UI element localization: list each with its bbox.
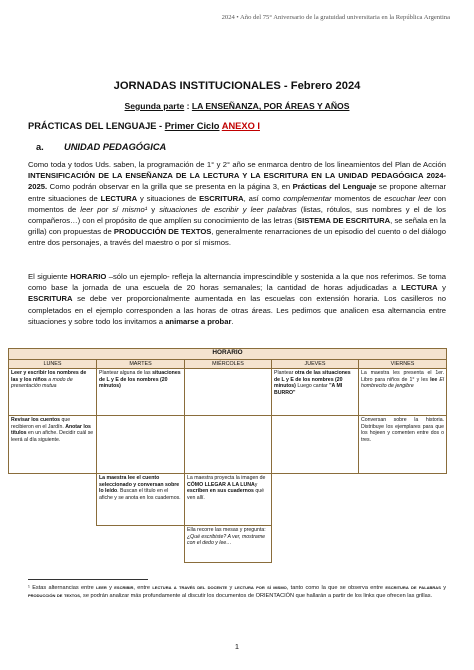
document-subtitle — [0, 101, 474, 111]
text-run: LECTURA — [401, 283, 438, 293]
subtitle-rest: LA ENSEÑANZA, POR ÁREAS Y AÑOS — [191, 101, 350, 111]
text-run: complementar — [283, 193, 332, 203]
text-run: momentos de — [331, 193, 385, 203]
text-run: . Buscan el título en el afiche y se anota en los cuadernos. — [99, 488, 181, 501]
text-run: escritura de palabras — [385, 585, 441, 591]
text-run: Plantear — [274, 370, 295, 377]
text-run: Como podrán observar en la grilla que se presenta en la página 3, en — [47, 182, 293, 192]
paragraph-schedule — [28, 271, 446, 327]
text-run: La maestra lee el cuento seleccionado y conversan sobre lo leído — [99, 475, 180, 495]
text-run: animarse a probar — [165, 316, 232, 326]
page-number: 1 — [234, 642, 240, 651]
text-run: escriben en sus cuadernos — [187, 488, 254, 495]
text-run: ESCRITURA — [199, 193, 244, 203]
text-run: , se podrán analizar más profundamente al discutir los documentos de ORIENTACIÓN que hallarán a partir de los links que ofrecen las grillas. — [79, 593, 433, 599]
text-run: LECTURA — [100, 193, 138, 203]
text-run: lectura a través del docente — [152, 585, 228, 591]
schedule-cell — [272, 416, 359, 474]
text-run: con momentos de — [28, 193, 446, 214]
text-run: La maestra proyecta la imagen de — [187, 475, 266, 482]
schedule-cell — [97, 526, 185, 563]
schedule-cell — [9, 369, 97, 416]
schedule-cell — [272, 369, 359, 416]
day-header-tuesday: MARTES — [97, 360, 185, 369]
footnote-divider — [28, 579, 148, 580]
text-run: Como toda y todos Uds. saben, la programación de 1° y 2° año se enmarca dentro de los lineamientos del Plan de Acción — [28, 160, 446, 169]
text-run: Prácticas del Lenguaje — [292, 182, 377, 192]
text-run: Ella recorre las mesas y pregunta: — [187, 527, 266, 534]
text-run: en un afiche. Decidir cuál se leerá al día siguiente. — [11, 430, 94, 443]
text-run: situaciones de L y E de los nombres (20 minutos) — [99, 370, 181, 390]
text-run: SISTEMA DE ESCRITURA — [296, 216, 391, 226]
text-run: CÓMO LLEGAR A LA LUNA — [187, 481, 255, 488]
text-run: a modo de presentación mutua — [11, 376, 73, 390]
text-run: lee — [430, 376, 438, 383]
text-run: leer — [96, 585, 107, 591]
text-run: producción de textos — [28, 593, 80, 599]
text-run: escuchar leer — [384, 193, 431, 203]
text-run: El hombrecito de jengibre — [361, 376, 445, 390]
schedule-cell — [272, 526, 359, 563]
text-run: –sólo un ejemplo- refleja la alternancia imprescindible y sostenida a la que nos referimos. Se toma como base la jornada de una escuela de 20 horas semanales; la cantidad de horas adjudicadas a — [28, 272, 446, 293]
text-run: (listas, rótulos, sus nombres y el de los compañeros…) con el propósito de que amplíen su conocimiento de las letras ( — [28, 204, 446, 226]
text-run: situaciones de escribir y leer palabras — [159, 204, 297, 214]
schedule-cell — [359, 526, 447, 563]
subsection-heading — [36, 142, 166, 152]
schedule-cell — [185, 416, 272, 474]
document-title: JORNADAS INSTITUCIONALES - Febrero 2024 — [113, 80, 361, 92]
text-run: ¹ Estas alternancias entre — [28, 585, 97, 591]
schedule-cell — [185, 474, 272, 526]
schedule-cell — [97, 369, 185, 416]
text-run: se debe ver proporcionalmente aumentada en las escuelas con extensión horaria. Los casilleros no completados en el ejemplo corresponden a las horas de otras áreas. Les pedimos que analicen esa alternancia entre situaciones y sobre todo los invitamos a — [28, 294, 446, 326]
text-run: Luego cantar — [295, 383, 330, 390]
text-run: qué ven allí. — [187, 488, 264, 501]
text-run: Anotar los títulos — [11, 423, 91, 437]
text-run: Conversan sobre la historia. Distribuye los ejemplares para que los hojeen y comenten entre dos o tres. — [361, 417, 445, 443]
text-run: lectura por sí mismo — [234, 585, 287, 591]
text-run: , se señala en la grilla) con propuestas de — [28, 216, 446, 237]
schedule-cell — [9, 526, 97, 563]
schedule-row — [9, 416, 447, 474]
text-run: , así como — [243, 193, 284, 203]
text-run: y — [227, 585, 235, 591]
text-run: ¿Qué escribiste? A ver, mostrame con el dedo y lee… — [187, 533, 266, 547]
text-run: otra de las situaciones de L y E de los nombres (20 minutos) — [274, 370, 351, 390]
schedule-cell — [185, 369, 272, 416]
schedule-row — [9, 474, 447, 526]
text-run: Revisar los cuentos — [11, 417, 61, 424]
day-header-friday: VIERNES — [359, 360, 447, 369]
schedule-cell — [185, 526, 272, 563]
subtitle-separator: : — [184, 101, 192, 111]
text-run: "A MI BURRO" — [274, 383, 343, 396]
section-label: PRÁCTICAS DEL LENGUAJE - — [28, 121, 165, 131]
text-run: , entre — [133, 585, 153, 591]
schedule-cell — [359, 369, 447, 416]
schedule-cell — [9, 416, 97, 474]
day-header-wednesday: MIÉRCOLES — [185, 360, 272, 369]
text-run: ESCRITURA — [28, 294, 73, 304]
section-heading — [28, 121, 260, 131]
text-run: PRODUCCIÓN DE TEXTOS — [113, 227, 212, 237]
subtitle-part: Segunda parte — [124, 101, 185, 111]
schedule-row — [9, 369, 447, 416]
text-run: escribir — [114, 585, 134, 591]
text-run: y — [254, 481, 258, 488]
schedule-cell — [359, 474, 447, 526]
text-run: . — [231, 316, 234, 326]
section-cycle: Primer Ciclo — [164, 121, 220, 131]
text-run: La maestra les presenta el 1er. Libro para niños de 1° y les — [361, 370, 445, 383]
text-run: HORARIO — [70, 272, 107, 281]
text-run: y — [106, 585, 115, 591]
text-run: y — [440, 585, 447, 591]
schedule-heading: HORARIO — [9, 349, 447, 360]
text-run: y — [147, 204, 160, 214]
day-header-monday: LUNES — [9, 360, 97, 369]
schedule-cell — [359, 416, 447, 474]
schedule-cell — [97, 416, 185, 474]
text-run: y — [437, 283, 446, 293]
subsection-label: UNIDAD PEDAGÓGICA — [64, 142, 167, 152]
schedule-row — [9, 526, 447, 563]
subsection-letter: a. — [36, 142, 44, 152]
text-run: INTENSIFICACIÓN DE LA ENSEÑANZA DE LA LECTURA Y LA ESCRITURA EN LA UNIDAD PEDAGÓGICA 2024-2025. — [28, 171, 446, 192]
text-run: El siguiente — [28, 272, 71, 281]
text-run: y situaciones de — [137, 193, 200, 203]
day-header-thursday: JUEVES — [272, 360, 359, 369]
text-run: Plantear alguna de las — [99, 370, 153, 377]
paragraph-intro — [28, 159, 446, 249]
text-run: que recibieron en el Jardín. — [11, 417, 71, 430]
text-run: , generalmente renarraciones de un episodio del cuento o del diálogo entre dos personajes, a través del maestro o por sí mismos. — [28, 227, 447, 248]
schedule-cell — [272, 474, 359, 526]
annex-link[interactable]: ANEXO I — [221, 121, 260, 131]
text-run: Leer y escribir los nombres de las y los niños — [11, 370, 87, 383]
schedule-cell — [97, 474, 185, 526]
schedule-cell — [9, 474, 97, 526]
footnote — [28, 584, 446, 600]
schedule-table — [8, 348, 447, 563]
text-run: se propone alternar entre situaciones de — [28, 182, 447, 203]
text-run: leer por sí mismo¹ — [80, 204, 148, 214]
text-run: , tanto como la que se observa entre — [286, 585, 386, 591]
page-header: 2024 • Año del 75° Aniversario de la gratuidad universitaria en la República Argentina — [221, 14, 450, 21]
